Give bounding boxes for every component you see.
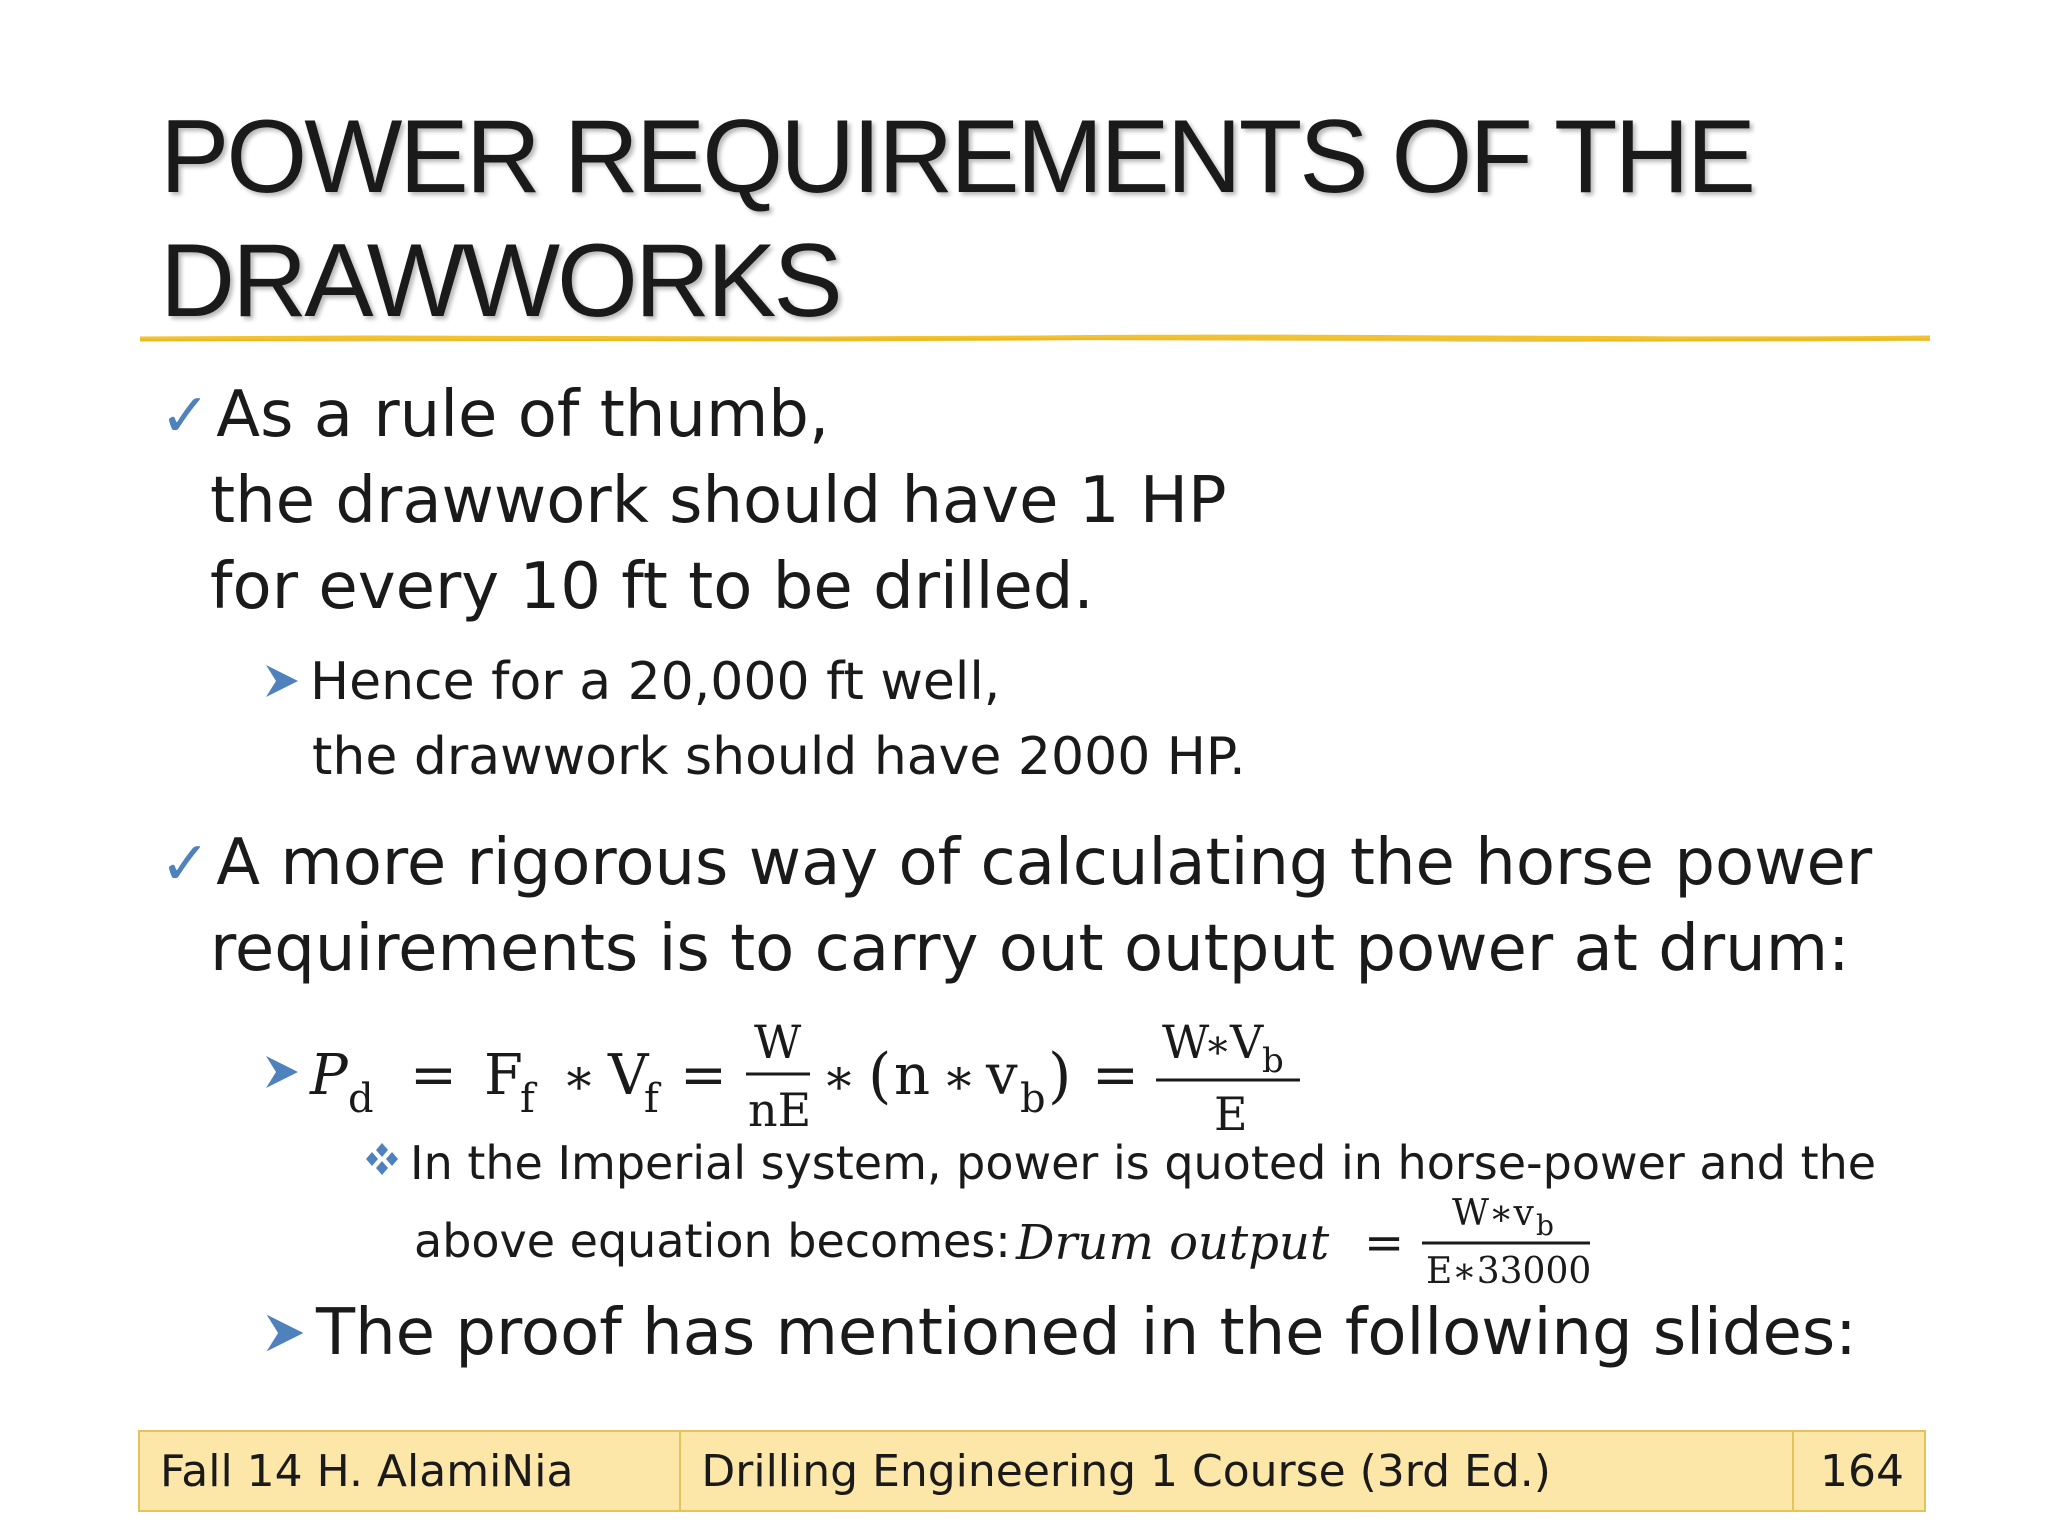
imperial-note — [362, 1136, 1876, 1190]
sub-bullet-line-2: the drawwork should have 2000 HP. — [312, 727, 1246, 787]
eq-frac2-W: W — [1162, 1015, 1210, 1069]
bullet-2-line-1: A more rigorous way of calculating the horse power — [216, 826, 1873, 900]
footer-author: Fall 14 H. AlamiNia — [140, 1432, 681, 1510]
drum-frac-num: W∗v — [1452, 1193, 1534, 1234]
eq-rparen: ) — [1048, 1041, 1072, 1111]
drum-frac-sub-b: b — [1536, 1209, 1554, 1242]
imperial-line-1: In the Imperial system, power is quoted in horse-power and the — [410, 1136, 1877, 1190]
eq-sub-d: d — [348, 1076, 374, 1122]
imperial-line-2: above equation becomes: — [414, 1214, 1011, 1268]
eq-V: V — [608, 1043, 649, 1108]
title-underline — [140, 334, 1930, 344]
eq-v: v — [986, 1043, 1018, 1108]
sub-bullet-line-1: Hence for a 20,000 ft well, — [310, 652, 1001, 712]
drum-output-equation — [1000, 1185, 1640, 1295]
bullet-rigorous — [160, 826, 1872, 900]
arrow-bullet-icon — [262, 661, 302, 701]
bullet-1-line-1: As a rule of thumb, — [216, 378, 830, 452]
eq-star-1: ∗ — [562, 1048, 596, 1106]
eq-star-3: ∗ — [942, 1048, 976, 1106]
arrow-bullet-icon — [262, 1310, 308, 1356]
eq-frac2-den: E — [1214, 1087, 1248, 1141]
eq-sub-b-1: b — [1020, 1076, 1046, 1122]
bullet-1-line-2: the drawwork should have 1 HP — [210, 464, 1227, 538]
proof-bullet — [262, 1296, 1857, 1370]
eq-n: n — [894, 1043, 931, 1108]
eq-P: P — [310, 1043, 348, 1108]
drum-frac-den: E∗33000 — [1426, 1251, 1592, 1292]
eq-star-2: ∗ — [822, 1048, 856, 1106]
drum-output-label: Drum output — [1016, 1215, 1330, 1271]
slide-footer — [138, 1430, 1926, 1512]
footer-page-number: 164 — [1820, 1445, 1904, 1497]
bullet-1-line-3: for every 10 ft to be drilled. — [210, 550, 1094, 624]
eq-sub-f-1: f — [520, 1076, 535, 1122]
eq-frac1-num: W — [754, 1015, 802, 1069]
footer-course: Drilling Engineering 1 Course (3rd Ed.) — [681, 1432, 1794, 1510]
slide-title — [160, 95, 1920, 343]
eq-equals-3: = — [1092, 1043, 1139, 1108]
checkmark-icon: ✓ — [160, 829, 211, 899]
bullet-2-line-2: requirements is to carry out output power at drum: — [210, 912, 1850, 986]
arrow-bullet-icon — [266, 1056, 298, 1088]
title-line-1: POWER REQUIREMENTS OF THE — [160, 99, 1753, 215]
eq-frac2-sub-b: b — [1262, 1041, 1284, 1081]
eq-equals-2: = — [680, 1043, 727, 1108]
eq-frac2-star: ∗ — [1204, 1022, 1232, 1068]
eq-sub-f-2: f — [644, 1076, 659, 1122]
title-line-2: DRAWWORKS — [160, 223, 840, 339]
eq-frac1-den: nE — [748, 1083, 812, 1137]
diamond-bullet-icon — [362, 1141, 402, 1177]
bullet-rule-of-thumb — [160, 378, 829, 452]
power-equation — [262, 1010, 1362, 1150]
sub-bullet-hence — [262, 652, 1000, 712]
proof-text: The proof has mentioned in the following slides: — [316, 1296, 1857, 1370]
eq-equals-1: = — [410, 1043, 457, 1108]
eq-frac2-V: V — [1230, 1015, 1264, 1069]
eq-F: F — [484, 1043, 523, 1108]
eq-lparen: ( — [868, 1041, 892, 1111]
checkmark-icon: ✓ — [160, 381, 211, 451]
drum-output-equals: = — [1364, 1215, 1405, 1271]
